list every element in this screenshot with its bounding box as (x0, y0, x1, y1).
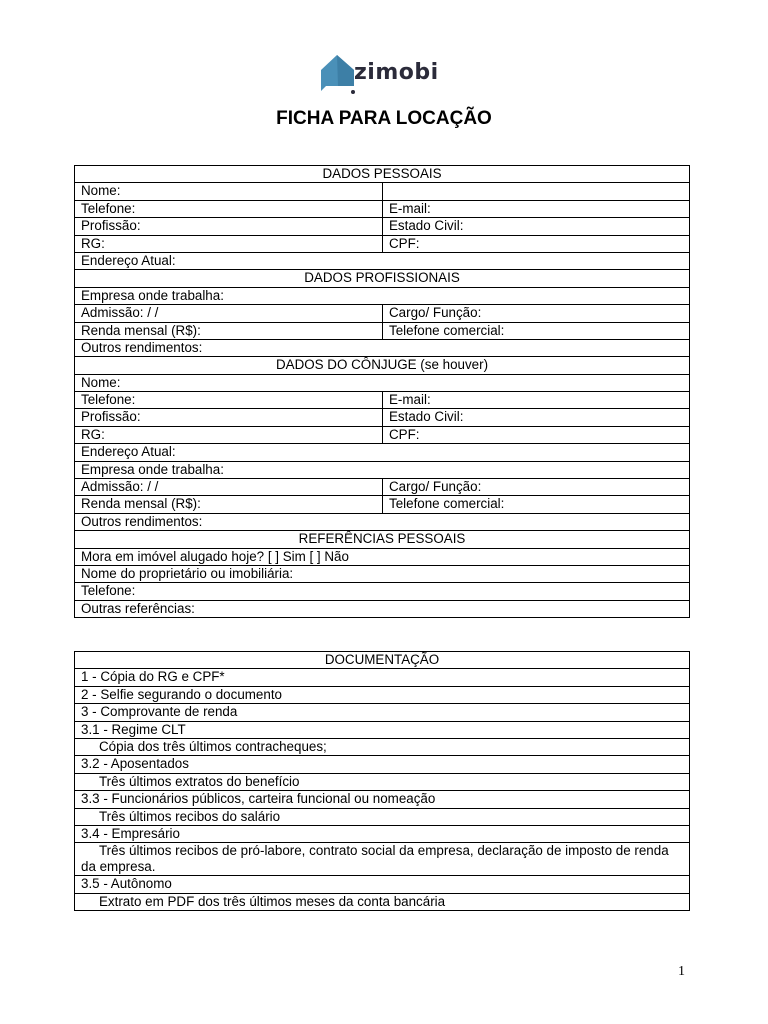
field-conjuge-rg[interactable]: RG: (75, 426, 383, 443)
field-conjuge-endereco[interactable]: Endereço Atual: (75, 444, 690, 461)
field-conjuge-cargo[interactable]: Cargo/ Função: (383, 479, 690, 496)
field-conjuge-telefone[interactable]: Telefone: (75, 392, 383, 409)
field-telefone[interactable]: Telefone: (75, 200, 383, 217)
doc-item-3-3-desc: Três últimos recibos do salário (75, 808, 690, 825)
field-empresa[interactable]: Empresa onde trabalha: (75, 287, 690, 304)
field-email[interactable]: E-mail: (383, 200, 690, 217)
rental-form-table (74, 165, 690, 618)
field-conjuge-telefone-comercial[interactable]: Telefone comercial: (383, 496, 690, 513)
field-conjuge-email[interactable]: E-mail: (383, 392, 690, 409)
doc-item-1: 1 - Cópia do RG e CPF* (75, 669, 690, 686)
field-admissao[interactable]: Admissão: / / (75, 305, 383, 322)
section-header-dados-conjuge: DADOS DO CÔNJUGE (se houver) (75, 357, 690, 374)
field-conjuge-outros-rendimentos[interactable]: Outros rendimentos: (75, 513, 690, 530)
doc-item-3-1: 3.1 - Regime CLT (75, 721, 690, 738)
doc-item-3-5-desc: Extrato em PDF dos três últimos meses da conta bancária (75, 893, 690, 910)
field-outros-rendimentos[interactable]: Outros rendimentos: (75, 339, 690, 356)
house-icon (318, 52, 358, 94)
doc-item-3-4: 3.4 - Empresário (75, 825, 690, 842)
doc-item-3-2: 3.2 - Aposentados (75, 756, 690, 773)
field-referencia-telefone[interactable]: Telefone: (75, 583, 690, 600)
page-number: 1 (678, 964, 685, 979)
field-conjuge-admissao[interactable]: Admissão: / / (75, 479, 383, 496)
doc-item-3-5: 3.5 - Autônomo (75, 876, 690, 893)
field-profissao[interactable]: Profissão: (75, 218, 383, 235)
field-conjuge-profissao[interactable]: Profissão: (75, 409, 383, 426)
brand-name: zimobi (354, 60, 439, 85)
field-cpf[interactable]: CPF: (383, 235, 690, 252)
field-proprietario[interactable]: Nome do proprietário ou imobiliária: (75, 565, 690, 582)
field-imovel-alugado[interactable]: Mora em imóvel alugado hoje? [ ] Sim [ ] Não (75, 548, 690, 565)
field-blank[interactable] (383, 183, 690, 200)
field-nome[interactable]: Nome: (75, 183, 383, 200)
doc-item-2: 2 - Selfie segurando o documento (75, 686, 690, 703)
page-title: FICHA PARA LOCAÇÃO (276, 108, 492, 129)
field-conjuge-renda[interactable]: Renda mensal (R$): (75, 496, 383, 513)
doc-item-3-4-desc: Três últimos recibos de pró-labore, contrato social da empresa, declaração de imposto de renda da empresa. (75, 843, 690, 876)
section-header-dados-pessoais: DADOS PESSOAIS (75, 166, 690, 183)
documentation-table (74, 651, 690, 911)
brand-logo (318, 52, 458, 94)
field-conjuge-nome[interactable]: Nome: (75, 374, 690, 391)
field-conjuge-empresa[interactable]: Empresa onde trabalha: (75, 461, 690, 478)
doc-item-3-2-desc: Três últimos extratos do benefício (75, 773, 690, 790)
field-rg[interactable]: RG: (75, 235, 383, 252)
field-telefone-comercial[interactable]: Telefone comercial: (383, 322, 690, 339)
field-conjuge-cpf[interactable]: CPF: (383, 426, 690, 443)
doc-item-3-3: 3.3 - Funcionários públicos, carteira funcional ou nomeação (75, 791, 690, 808)
field-outras-referencias[interactable]: Outras referências: (75, 600, 690, 617)
section-header-documentacao: DOCUMENTAÇÃO (75, 652, 690, 669)
field-cargo[interactable]: Cargo/ Função: (383, 305, 690, 322)
doc-item-3: 3 - Comprovante de renda (75, 704, 690, 721)
field-estado-civil[interactable]: Estado Civil: (383, 218, 690, 235)
field-renda[interactable]: Renda mensal (R$): (75, 322, 383, 339)
field-endereco[interactable]: Endereço Atual: (75, 252, 690, 269)
field-conjuge-estado-civil[interactable]: Estado Civil: (383, 409, 690, 426)
section-header-dados-profissionais: DADOS PROFISSIONAIS (75, 270, 690, 287)
section-header-referencias: REFERÊNCIAS PESSOAIS (75, 531, 690, 548)
doc-item-3-1-desc: Cópia dos três últimos contracheques; (75, 738, 690, 755)
